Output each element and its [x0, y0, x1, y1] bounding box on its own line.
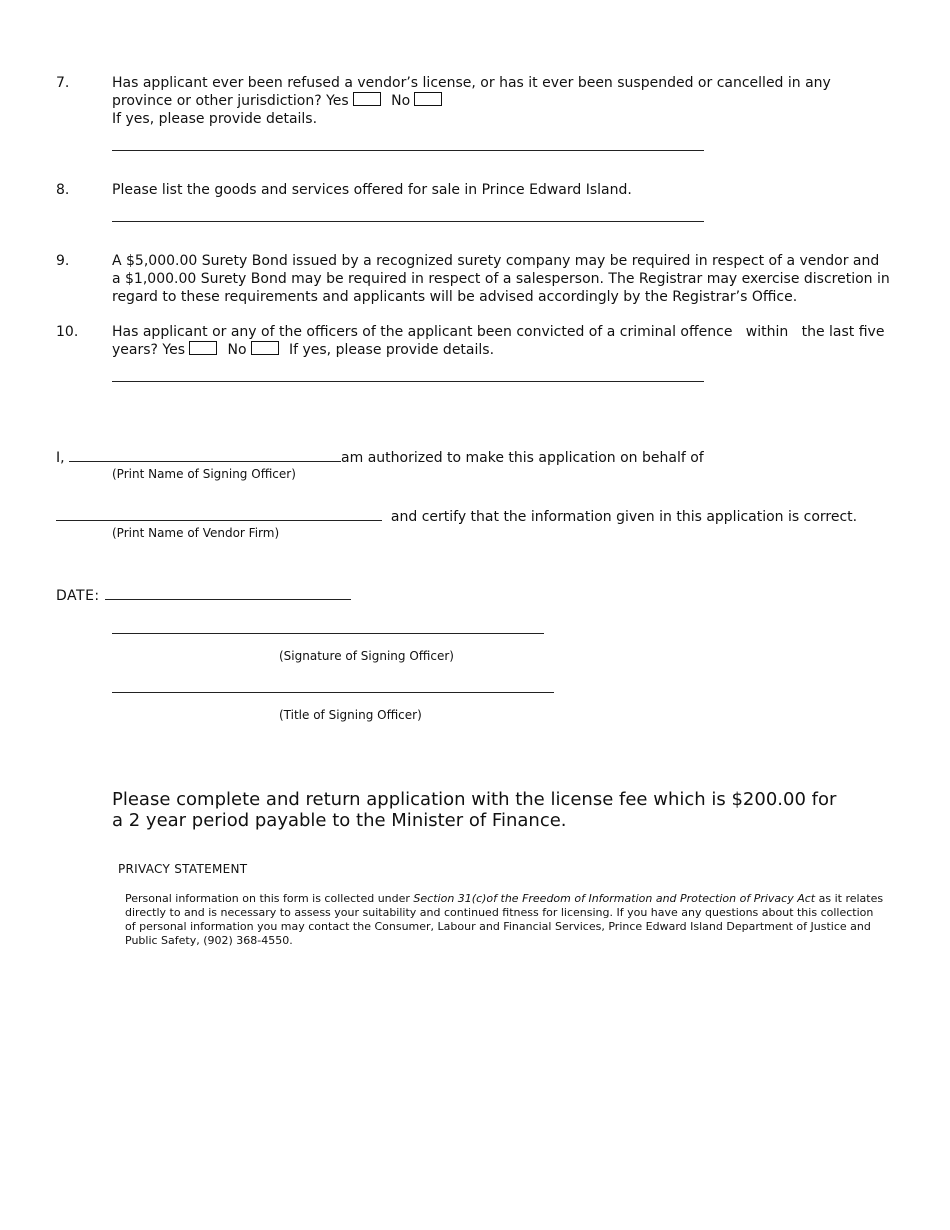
signature-line[interactable] [112, 633, 544, 634]
title-caption: (Title of Signing Officer) [279, 708, 422, 722]
question-10-details-prompt: If yes, please provide details. [288, 342, 495, 358]
privacy-text-after: as it relates directly to and is necessary to assess your suitability and continued fitness for licensing. If you have any questions about this collection of personal information you may contact the Consumer, Labour and Financial Services, Prince Edward Island Department of Justice and Public Safety, (902) 368-4550. [125, 892, 884, 947]
question-8-answer-line[interactable] [112, 221, 704, 222]
signature-caption: (Signature of Signing Officer) [279, 649, 454, 663]
question-10-text: Has applicant or any of the officers of the applicant been convicted of a criminal offence within the last five years? [112, 324, 889, 358]
vendor-firm-caption: (Print Name of Vendor Firm) [112, 526, 280, 540]
question-10 [112, 323, 892, 359]
question-7-no-checkbox[interactable] [414, 92, 442, 106]
privacy-title: PRIVACY STATEMENT [118, 862, 248, 876]
question-10-no-checkbox[interactable] [251, 341, 279, 355]
date-field[interactable] [105, 599, 351, 600]
question-7-no-label: No [391, 93, 411, 109]
certify-text: and certify that the information given in this application is correct. [390, 509, 858, 525]
signing-officer-name-field[interactable] [69, 461, 341, 462]
signing-officer-caption: (Print Name of Signing Officer) [112, 467, 296, 481]
question-7-text: Has applicant ever been refused a vendor’s license, or has it ever been suspended or cancelled in any province or other jurisdiction? [112, 75, 831, 109]
question-7-details-prompt: If yes, please provide details. [112, 111, 318, 127]
question-7-yes-label: Yes [326, 93, 349, 109]
question-7-details-line[interactable] [112, 150, 704, 151]
date-row [56, 587, 351, 605]
vendor-firm-name-field[interactable] [56, 520, 382, 521]
question-7-number: 7. [56, 75, 70, 91]
question-8-number: 8. [56, 182, 70, 198]
question-10-no-label: No [227, 342, 247, 358]
privacy-statement [125, 892, 885, 948]
question-7 [112, 74, 892, 128]
privacy-text-before: Personal information on this form is collected under [125, 892, 410, 905]
question-9-text: A $5,000.00 Surety Bond issued by a recognized surety company may be required in respect of a vendor and a $1,000.00 Surety Bond may be required in respect of a salesperson. The Registrar may exercise discretion in regard to these requirements and applicants will be advised accordingly by the Registrar’s Office. [112, 253, 890, 305]
authorized-text: am authorized to make this application on behalf of [341, 450, 704, 466]
question-7-yes-checkbox[interactable] [353, 92, 381, 106]
question-8-text: Please list the goods and services offered for sale in Prince Edward Island. [112, 182, 632, 198]
question-10-yes-checkbox[interactable] [189, 341, 217, 355]
title-line[interactable] [112, 692, 554, 693]
certification-prefix: I, [56, 450, 65, 466]
fee-note: Please complete and return application with the license fee which is $200.00 for a 2 year period payable to the Minister of Finance. [112, 789, 837, 831]
question-9-number: 9. [56, 253, 70, 269]
question-10-yes-label: Yes [162, 342, 186, 358]
question-10-number: 10. [56, 324, 79, 340]
certification-statement [56, 449, 704, 467]
date-label: DATE: [56, 588, 100, 604]
certify-statement [56, 508, 857, 526]
question-10-details-line[interactable] [112, 381, 704, 382]
privacy-act-reference: Section 31(c)of the Freedom of Information and Protection of Privacy Act [413, 892, 816, 905]
